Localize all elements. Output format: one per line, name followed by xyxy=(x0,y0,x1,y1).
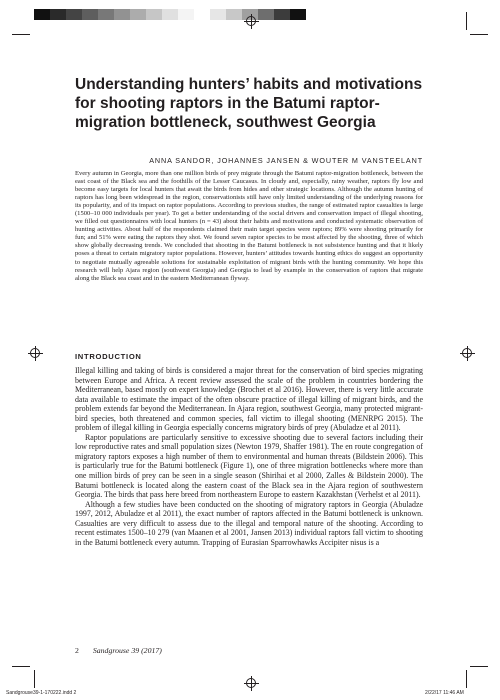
crop-mark xyxy=(12,666,30,667)
article-authors: ANNA SANDOR, JOHANNES JANSEN & WOUTER M VANSTEELANT xyxy=(149,156,423,165)
page-number: 2 xyxy=(75,646,79,655)
registration-color-bar xyxy=(34,9,306,20)
registration-swatch xyxy=(290,9,306,20)
crop-mark xyxy=(466,12,467,30)
registration-target-left-icon xyxy=(30,348,40,358)
body-paragraph: Raptor populations are particularly sensitive to excessive shooting due to several factors including their low reproductive rates and small population sizes (Newton 1979, Shaffer 1981). The en route congregation of migratory raptors exposes a high number of them to environmental and human threats (Bildstein 2006). This is particularly true for the Batumi bottleneck (Figure 1), one of three migration bottlenecks where more than one million birds of prey can be seen in a single season (Shirihai et al 2000, Zalles & Bildstein 2000). The Batumi bottleneck is located along the eastern coast of the Black sea in the Ajara region of southwestern Georgia. The birds that pass here breed from northeastern Europe to eastern Kazakhstan (Verhelst et al 2011). xyxy=(75,432,423,500)
registration-swatch xyxy=(162,9,178,20)
registration-swatch xyxy=(82,9,98,20)
crop-mark xyxy=(470,666,488,667)
crop-mark xyxy=(12,34,30,35)
article-abstract: Every autumn in Georgia, more than one million birds of prey migrate through the Batumi raptor-migration bottleneck, between the east coast of the Black sea and the foothills of the Lesser Caucasus. In cloudy and, especially, rainy weather, raptors fly low and become easy targets for local hunters that await the birds from hides and other strategic locations. Although the autumn hunting of raptors has long been widespread in the region, conservationists still have only limited understanding of the underlying reasons for its popularity, and of its impact on raptor populations. According to previous studies, the range of estimated raptor casualties is large (1500–10 000 individuals per year). To get a better understanding of the social drivers and conservation impact of illegal shooting, we filled out questionnaires with local hunters (n = 43) about their habits and motivations and conducted systematic observation of hunting activities. About half of the respondents claimed their main target species were raptors; 89% were shooting primarily for fun; and 51% were eating the raptors they shot. We found seven raptor species to be most affected by the shooting, three of which show globally decreasing trends. We concluded that shooting in the Batumi bottleneck is not subsistence hunting and that it likely poses a threat to certain migratory raptor populations. However, hunters’ attitudes towards hunting ethics do suggest an opportunity to negotiate mutually agreeable solutions for sustainable exploitation of migrant birds with the hunting community. We hope this research will help Ajara region (southwest Georgia) and Georgia to lead by example in the conservation of raptors that migrate along the Black sea coast and in the eastern Mediterranean flyway. xyxy=(75,170,423,282)
registration-swatch xyxy=(50,9,66,20)
body-paragraph: Illegal killing and taking of birds is considered a major threat for the conservation of bird species migrating between Europe and Africa. A recent review assessed the scale of the problem in countries bordering the Mediterranean, based mostly on expert knowledge (Brochet et al 2016). However, there is very little accurate data available to estimate the impact of the often obscure practice of illegal killing of migrant birds, and the problem extends far beyond the Mediterranean. In Ajara region, southwest Georgia, many protected migrant-bird species, both threatened and common species, fall victim to illegal shooting (MENRPG 2015). The problem of illegal killing in Georgia especially concerns migratory birds of prey (Abuladze et al 2011). xyxy=(75,366,423,433)
registration-swatch xyxy=(210,9,226,20)
registration-swatch xyxy=(226,9,242,20)
body-paragraph: Although a few studies have been conducted on the shooting of migratory raptors in Georgia (Abuladze 1997, 2012, Abuladze et al 2011), the exact number of raptors affected in the Batumi bottleneck is unknown. Casualties are very difficult to assess due to the illegal and temporal nature of the shooting. According to recent estimates 1500–10 279 (van Maanen et al 2001, Jansen 2013) individual raptors fall victim to shooting in the Batumi bottleneck every autumn. Trapping of Eurasian Sparrowhawks Accipiter nisus is a xyxy=(75,499,423,547)
file-slug: Sandgrouse39-1-170222.indd 2 xyxy=(6,690,77,696)
registration-target-bottom-icon xyxy=(246,678,256,688)
section-heading-introduction: INTRODUCTION xyxy=(75,352,142,361)
registration-swatch xyxy=(194,9,210,20)
page-footer xyxy=(75,646,162,655)
registration-swatch xyxy=(178,9,194,20)
crop-mark xyxy=(470,34,488,35)
registration-swatch xyxy=(114,9,130,20)
registration-swatch xyxy=(258,9,274,20)
registration-swatch xyxy=(98,9,114,20)
article-body xyxy=(75,366,423,547)
journal-citation: Sandgrouse 39 (2017) xyxy=(92,646,162,655)
crop-mark xyxy=(34,670,35,688)
registration-swatch xyxy=(34,9,50,20)
registration-swatch xyxy=(130,9,146,20)
registration-swatch xyxy=(66,9,82,20)
registration-swatch xyxy=(146,9,162,20)
registration-target-top-icon xyxy=(246,16,256,26)
registration-swatch xyxy=(274,9,290,20)
timestamp-slug: 2/22/17 11:46 AM xyxy=(425,690,464,696)
article-title: Understanding hunters’ habits and motivations for shooting raptors in the Batumi raptor-migration bottleneck, southwest Georgia xyxy=(75,76,423,131)
crop-mark xyxy=(466,670,467,688)
registration-target-right-icon xyxy=(462,348,472,358)
